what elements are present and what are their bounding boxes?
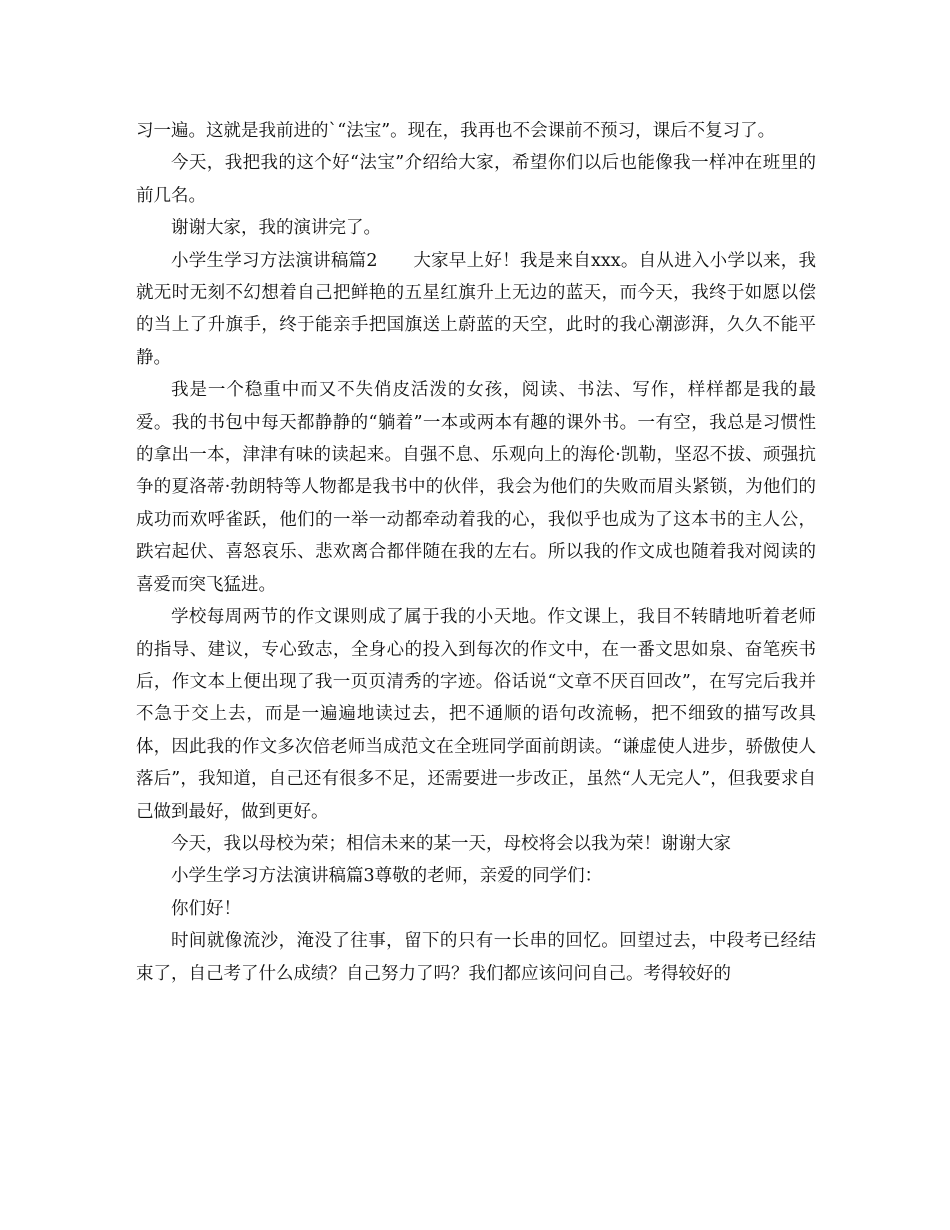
- paragraph-4: 小学生学习方法演讲稿篇2 大家早上好！我是来自xxx。自从进入小学以来，我就无时无刻不幻想着自己把鲜艳的五星红旗升上无边的蓝天，而今天，我终于如愿以偿的当上了升旗手，终于能亲手把国旗送上蔚蓝的天空，此时的我心潮澎湃，久久不能平静。: [136, 250, 816, 368]
- paragraph-10: 时间就像流沙，淹没了往事，留下的只有一长串的回忆。回望过去，中段考已经结束了，自己考了什么成绩？自己努力了吗？我们都应该问问自己。考得较好的: [136, 931, 816, 984]
- paragraph-8: 小学生学习方法演讲稿篇3尊敬的老师，亲爱的同学们：: [171, 866, 603, 887]
- paragraph-6: 学校每周两节的作文课则成了属于我的小天地。作文课上，我目不转睛地听着老师的指导、建议，专心致志，全身心的投入到每次的作文中，在一番文思如泉、奋笔疾书后，作文本上便出现了我一页页清秀的字迹。俗话说“文章不厌百回改”，在写完后我并不急于交上去，而是一遍遍地读过去，把不通顺的语句改流畅，把不细致的描写改具体，因此我的作文多次倍老师当成范文在全班同学面前朗读。“谦虚使人进步，骄傲使人落后”，我知道，自己还有很多不足，还需要进一步改正，虽然“人无完人”，但我要求自己做到最好，做到更好。: [136, 607, 816, 822]
- paragraph-3: 谢谢大家，我的演讲完了。: [171, 218, 381, 239]
- paragraph-9: 你们好！: [171, 898, 241, 919]
- paragraph-7: 今天，我以母校为荣；相信未来的某一天，母校将会以我为荣！谢谢大家: [171, 833, 731, 854]
- paragraph-1: 习一遍。这就是我前进的`“法宝”。现在，我再也不会课前不预习，课后不复习了。: [136, 121, 776, 141]
- document-page: [136, 115, 816, 990]
- paragraph-5: 我是一个稳重中而又不失俏皮活泼的女孩，阅读、书法、写作，样样都是我的最爱。我的书包中每天都静静的“躺着”一本或两本有趣的课外书。一有空，我总是习惯性的拿出一本，津津有味的读起来。自强不息、乐观向上的海伦·凯勒，坚忍不拔、顽强抗争的夏洛蒂·勃朗特等人物都是我书中的伙伴，我会为他们的失败而眉头紧锁，为他们的成功而欢呼雀跃，他们的一举一动都牵动着我的心，我似乎也成为了这本书的主人公，跌宕起伏、喜怒哀乐、悲欢离合都伴随在我的左右。所以我的作文成也随着我对阅读的喜爱而突飞猛进。: [136, 380, 816, 595]
- paragraph-2: 今天，我把我的这个好“法宝”介绍给大家，希望你们以后也能像我一样冲在班里的前几名。: [136, 153, 816, 206]
